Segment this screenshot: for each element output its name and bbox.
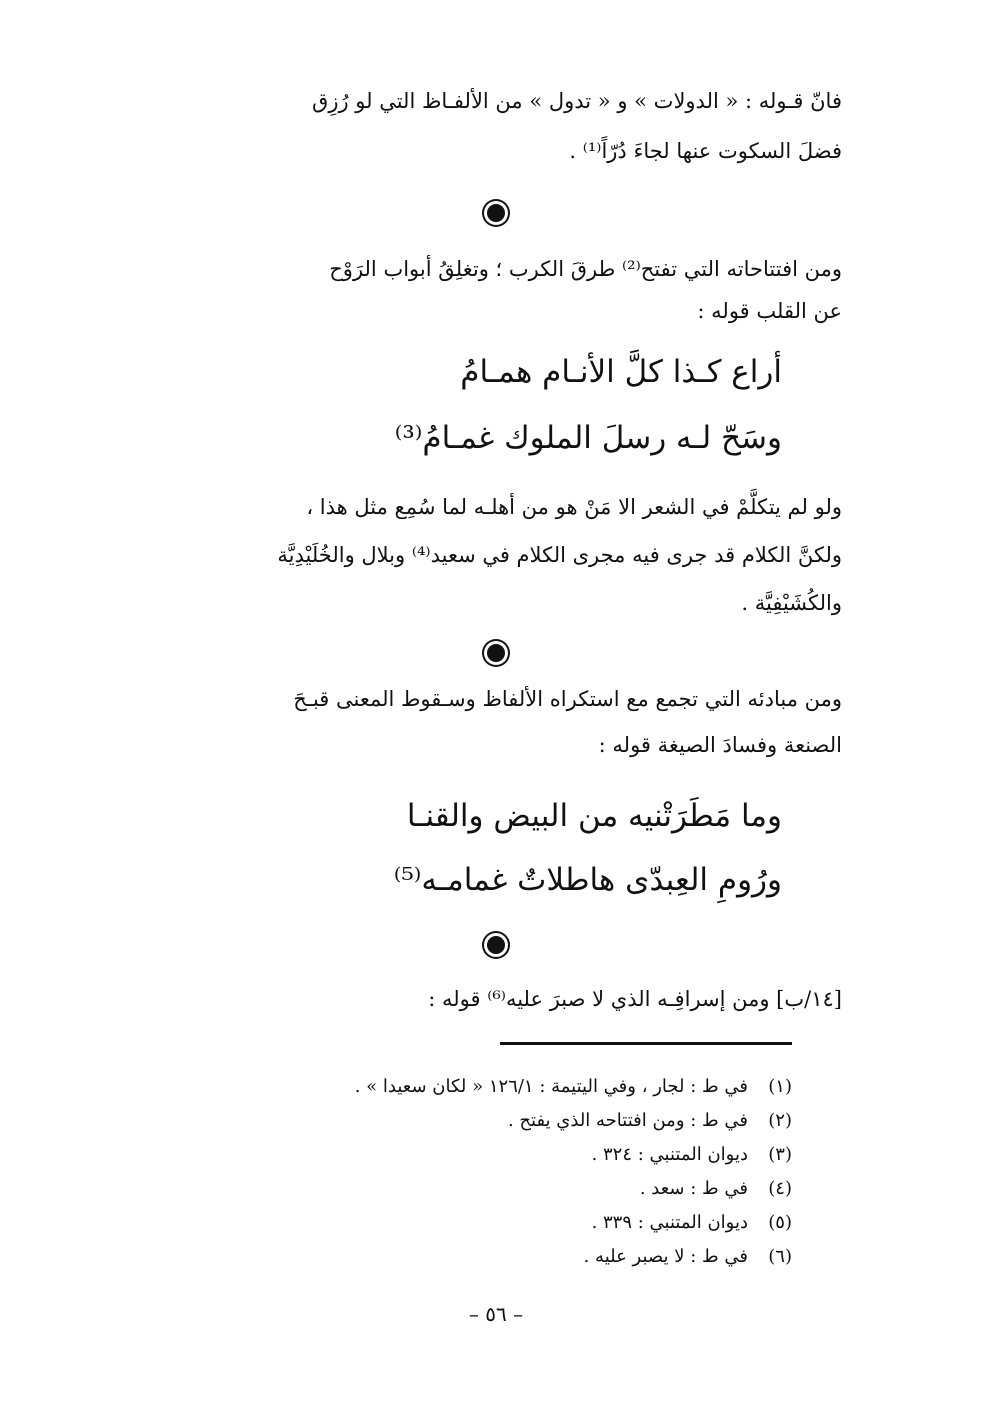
separator-dot-icon xyxy=(487,936,505,954)
separator-dot-icon xyxy=(487,644,505,662)
footnote-text: في ط : لا يصبر عليه . xyxy=(583,1246,748,1267)
footnote xyxy=(180,1144,792,1166)
footnote-text: في ط : لجار ، وفي اليتيمة : ١٢٦/١ « لكان سعيدا » . xyxy=(354,1076,748,1097)
footnote xyxy=(180,1076,792,1098)
separator-dot-icon xyxy=(487,204,505,222)
footnote-text: في ط : سعد . xyxy=(639,1178,748,1199)
footnote-number: (٤) xyxy=(768,1178,792,1199)
page-number: – ٥٦ – xyxy=(468,1302,524,1326)
footnote-rule xyxy=(500,1042,792,1045)
footnote xyxy=(180,1178,792,1200)
footnote xyxy=(180,1246,792,1268)
verse-line: ورُومِ العِبدّى هاطلاتٌ غمامـه⁽⁵⁾ xyxy=(393,862,782,898)
text-line: [١٤/ب] ومن إسرافِـه الذي لا صبرَ عليه⁽⁶⁾ قوله : xyxy=(428,987,842,1011)
verse-line: أراع كـذا كلَّ الأنـام همـامُ xyxy=(460,354,782,390)
text-line: فانّ قـوله : « الدولات » و « تدول » من الألفـاظ التي لو رُزِق xyxy=(312,89,842,113)
text-line: فضلَ السكوت عنها لجاءَ دُرّاً⁽¹⁾ . xyxy=(569,139,842,163)
text-line: الصنعة وفسادَ الصيغة قوله : xyxy=(598,733,842,757)
footnote-text: ديوان المتنبي : ٣٣٩ . xyxy=(591,1212,748,1233)
footnote xyxy=(180,1110,792,1132)
verse-line: وما مَطَرَتْنيه من البيض والقنـا xyxy=(406,798,782,834)
footnote-number: (٣) xyxy=(768,1144,792,1165)
footnote-text: في ط : ومن افتتاحه الذي يفتح . xyxy=(507,1110,748,1131)
footnote-number: (١) xyxy=(768,1076,792,1097)
text-line: ومن مبادئه التي تجمع مع استكراه الألفاظ وسـقوط المعنى قبـحَ xyxy=(293,687,842,711)
text-line: ولو لم يتكلَّمْ في الشعر الا مَنْ هو من أهلـه لما سُمِع مثل هذا ، xyxy=(306,495,842,519)
text-line: والكُشَيْفِيَّة . xyxy=(741,591,842,615)
text-line: ولكنَّ الكلام قد جرى فيه مجرى الكلام في سعيد⁽⁴⁾ وبلال والخُلَيْدِيَّة xyxy=(277,543,842,567)
footnote-number: (٦) xyxy=(768,1246,792,1267)
text-line: ومن افتتاحاته التي تفتح⁽²⁾ طرقَ الكرب ؛ وتغلِقُ أبواب الرَوْح xyxy=(329,257,842,281)
footnote-number: (٥) xyxy=(768,1212,792,1233)
footnote-text: ديوان المتنبي : ٣٢٤ . xyxy=(591,1144,748,1165)
footnote-number: (٢) xyxy=(768,1110,792,1131)
text-line: عن القلب قوله : xyxy=(697,299,842,323)
footnote xyxy=(180,1212,792,1234)
verse-line: وسَحّ لـه رسلَ الملوك غمـامُ⁽³⁾ xyxy=(394,420,782,456)
